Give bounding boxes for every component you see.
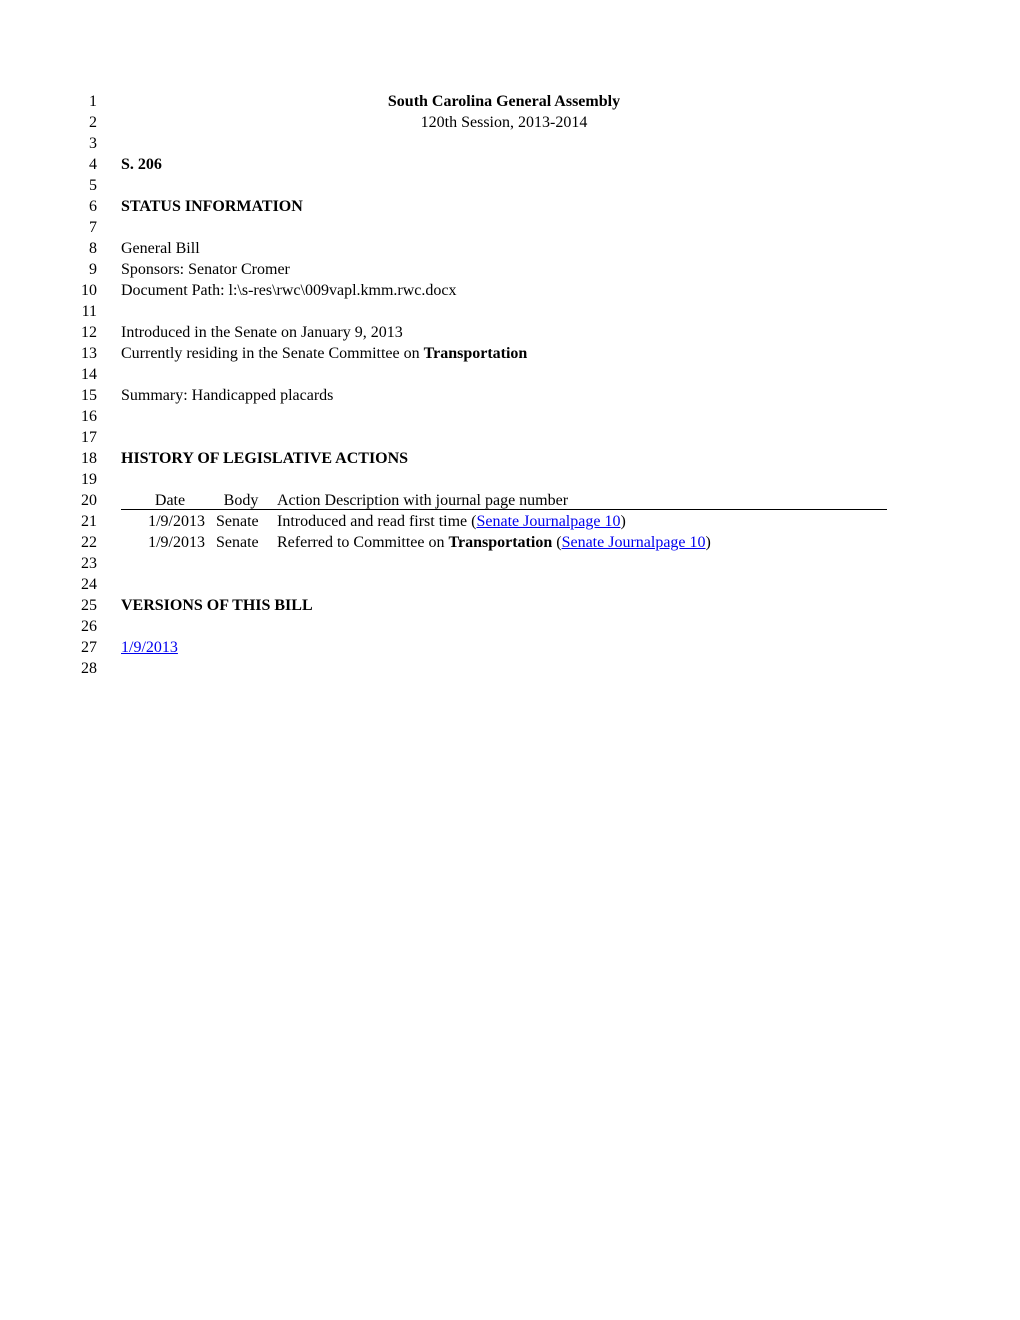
line-23 bbox=[0, 553, 1020, 574]
line-24 bbox=[0, 574, 1020, 595]
bill-type: General Bill bbox=[121, 240, 200, 257]
senate-journal-link[interactable]: Senate Journalpage 10 bbox=[561, 534, 706, 551]
residing-committee bbox=[121, 343, 527, 364]
line-number: 12 bbox=[81, 324, 97, 341]
line-number: 15 bbox=[81, 387, 97, 404]
action-text-middle: ( bbox=[552, 534, 562, 551]
line-14 bbox=[0, 364, 1020, 385]
column-header-action: Action Description with journal page number bbox=[277, 492, 569, 509]
line-19 bbox=[0, 469, 1020, 490]
committee-name: Transportation bbox=[423, 345, 528, 362]
table-row bbox=[0, 532, 1020, 553]
line-number: 9 bbox=[89, 261, 97, 278]
line-6 bbox=[0, 196, 1020, 217]
status-heading: STATUS INFORMATION bbox=[121, 198, 303, 215]
introduced-date: Introduced in the Senate on January 9, 2013 bbox=[121, 324, 403, 341]
versions-heading: VERSIONS OF THIS BILL bbox=[121, 597, 313, 614]
action-body: Senate bbox=[216, 513, 259, 530]
line-number: 3 bbox=[89, 135, 97, 152]
line-17 bbox=[0, 427, 1020, 448]
history-table-header bbox=[0, 490, 1020, 511]
bill-number: S. 206 bbox=[121, 156, 162, 173]
line-18 bbox=[0, 448, 1020, 469]
line-3 bbox=[0, 133, 1020, 154]
line-10 bbox=[0, 280, 1020, 301]
action-text-suffix: ) bbox=[705, 534, 711, 551]
line-number: 28 bbox=[81, 660, 97, 677]
line-number: 4 bbox=[89, 156, 97, 173]
table-row bbox=[0, 511, 1020, 532]
line-13 bbox=[0, 343, 1020, 364]
line-number: 6 bbox=[89, 198, 97, 215]
line-9 bbox=[0, 259, 1020, 280]
history-heading: HISTORY OF LEGISLATIVE ACTIONS bbox=[121, 450, 409, 467]
line-number: 5 bbox=[89, 177, 97, 194]
line-28 bbox=[0, 658, 1020, 679]
action-text: Referred to Committee on bbox=[277, 534, 449, 551]
line-number: 2 bbox=[89, 114, 97, 131]
action-body: Senate bbox=[216, 534, 259, 551]
line-number: 17 bbox=[81, 429, 97, 446]
line-16 bbox=[0, 406, 1020, 427]
line-number: 8 bbox=[89, 240, 97, 257]
line-4 bbox=[0, 154, 1020, 175]
version-link[interactable]: 1/9/2013 bbox=[121, 639, 178, 656]
line-number: 23 bbox=[81, 555, 97, 572]
line-number: 1 bbox=[89, 93, 97, 110]
line-number: 21 bbox=[81, 513, 97, 530]
document-path: Document Path: l:\s-res\rwc\009vapl.kmm.rwc.docx bbox=[121, 282, 457, 299]
column-header-date: Date bbox=[154, 492, 186, 509]
line-number: 16 bbox=[81, 408, 97, 425]
senate-journal-link[interactable]: Senate Journalpage 10 bbox=[476, 513, 621, 530]
line-12 bbox=[0, 322, 1020, 343]
line-11 bbox=[0, 301, 1020, 322]
line-number: 11 bbox=[81, 303, 97, 320]
line-25 bbox=[0, 595, 1020, 616]
line-number: 26 bbox=[81, 618, 97, 635]
line-5 bbox=[0, 175, 1020, 196]
line-number: 14 bbox=[81, 366, 97, 383]
line-number: 18 bbox=[81, 450, 97, 467]
header-underline bbox=[121, 509, 887, 510]
committee-name: Transportation bbox=[448, 534, 553, 551]
line-8 bbox=[0, 238, 1020, 259]
session-subtitle: 120th Session, 2013-2014 bbox=[420, 114, 588, 131]
action-text: Introduced and read first time ( bbox=[277, 513, 477, 530]
line-7 bbox=[0, 217, 1020, 238]
residing-prefix: Currently residing in the Senate Committee on bbox=[121, 345, 424, 362]
line-number: 25 bbox=[81, 597, 97, 614]
line-number: 19 bbox=[81, 471, 97, 488]
line-number: 20 bbox=[81, 492, 97, 509]
line-2 bbox=[0, 112, 1020, 133]
line-number: 7 bbox=[89, 219, 97, 236]
assembly-title: South Carolina General Assembly bbox=[387, 93, 621, 110]
summary: Summary: Handicapped placards bbox=[121, 387, 334, 404]
column-header-body: Body bbox=[223, 492, 259, 509]
sponsors: Sponsors: Senator Cromer bbox=[121, 261, 290, 278]
line-26 bbox=[0, 616, 1020, 637]
line-number: 13 bbox=[81, 345, 97, 362]
action-description bbox=[277, 532, 711, 553]
action-date: 1/9/2013 bbox=[148, 534, 205, 551]
line-15 bbox=[0, 385, 1020, 406]
line-27 bbox=[0, 637, 1020, 658]
line-number: 10 bbox=[81, 282, 97, 299]
line-number: 27 bbox=[81, 639, 97, 656]
line-number: 22 bbox=[81, 534, 97, 551]
line-1 bbox=[0, 91, 1020, 112]
action-text-suffix: ) bbox=[620, 513, 626, 530]
line-number: 24 bbox=[81, 576, 97, 593]
action-description bbox=[277, 511, 626, 532]
action-date: 1/9/2013 bbox=[148, 513, 205, 530]
